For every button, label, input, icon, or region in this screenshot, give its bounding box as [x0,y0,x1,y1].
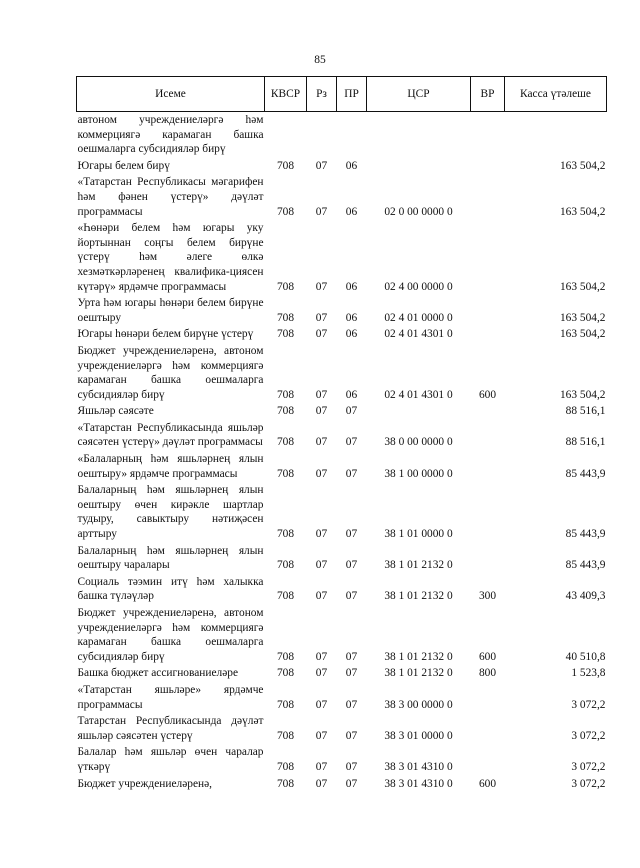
cell-csr: 38 3 01 0000 0 [384,729,453,742]
cell-kvsr: 708 [276,280,295,293]
cell-pr: 06 [345,280,358,293]
cell-name: Югары һөнәри белем бирүне үстерү [77,328,254,341]
cell-name: Балаларның һәм яшьләрнең ялын оештыру чаралары [77,544,264,572]
cell-pr: 07 [345,650,358,663]
page-number: 85 [314,54,326,66]
cell-kvsr: 708 [276,528,295,541]
header-csr: ЦСР [367,77,471,112]
table-row [77,174,607,220]
cell-kvsr: 708 [276,760,295,773]
header-pr: ПР [337,77,367,112]
table-row [77,220,607,295]
cell-rz: 07 [315,405,328,418]
cell-pr: 06 [345,328,358,341]
cell-amount: 3 072,2 [571,698,606,711]
table-row [77,744,607,775]
cell-pr: 06 [345,311,358,324]
cell-amount: 163 504,2 [559,388,606,401]
cell-csr: 02 4 01 4301 0 [384,388,453,401]
cell-pr: 07 [345,467,358,480]
cell-kvsr: 708 [276,698,295,711]
table-row [77,112,607,158]
cell-rz: 07 [315,650,328,663]
cell-pr: 07 [345,760,358,773]
table-row [77,776,607,793]
cell-csr: 02 0 00 0000 0 [384,205,453,218]
cell-kvsr: 708 [276,436,295,449]
cell-vr [471,744,505,775]
table-row [77,682,607,713]
cell-csr: 38 1 01 2132 0 [384,650,453,663]
cell-csr [367,112,471,158]
table-row [77,451,607,482]
budget-table [76,76,607,792]
cell-amount: 3 072,2 [571,729,606,742]
cell-amount: 43 409,3 [565,590,606,603]
cell-vr [471,713,505,744]
cell-rz: 07 [315,436,328,449]
header-kassa: Касса үтәлеше [505,77,607,112]
cell-name: автоном учреждениеләргә һәм коммерциягә карамаган башка оешмаларга субсидияләр бирү [77,114,264,156]
cell-vr: 600 [478,777,497,790]
table-row [77,420,607,451]
cell-rz: 07 [315,729,328,742]
cell-kvsr: 708 [276,405,295,418]
cell-vr [471,326,505,343]
cell-rz: 07 [315,280,328,293]
cell-csr [367,403,471,420]
cell-pr: 07 [345,590,358,603]
cell-rz: 07 [315,559,328,572]
header-rz: Рз [307,77,337,112]
cell-pr: 06 [345,388,358,401]
cell-vr [471,451,505,482]
cell-vr [471,112,505,158]
cell-vr [471,682,505,713]
table-row [77,158,607,175]
cell-csr: 02 4 00 0000 0 [384,280,453,293]
cell-name: «Татарстан яшьләре» ярдәмче программасы [77,683,264,711]
table-row [77,343,607,403]
cell-kvsr: 708 [276,159,295,172]
table-row [77,403,607,420]
cell-amount: 85 443,9 [565,559,606,572]
cell-pr: 07 [345,559,358,572]
cell-name: Социаль тәэмин итү һәм халыкка башка түләүләр [77,575,264,603]
table-body [77,112,607,793]
cell-amount: 3 072,2 [571,760,606,773]
cell-amount: 1 523,8 [571,667,606,680]
cell-csr: 38 1 01 2132 0 [384,590,453,603]
cell-rz: 07 [315,388,328,401]
cell-vr [471,543,505,574]
header-vr: ВР [471,77,505,112]
table-row [77,543,607,574]
header-kvsr: КВСР [265,77,307,112]
cell-csr: 38 3 01 4310 0 [384,777,453,790]
cell-pr [337,112,367,158]
cell-vr [471,403,505,420]
cell-vr: 600 [478,650,497,663]
table-row [77,713,607,744]
cell-name: Татарстан Республикасында дәүләт яшьләр сәясәтен үстерү [77,715,264,742]
cell-pr: 07 [345,405,358,418]
cell-amount: 85 443,9 [565,528,606,541]
cell-vr [471,420,505,451]
cell-amount [505,112,607,158]
cell-rz: 07 [315,467,328,480]
cell-kvsr: 708 [276,559,295,572]
cell-rz: 07 [315,760,328,773]
cell-csr: 38 1 00 0000 0 [384,467,453,480]
cell-name: «Балаларның һәм яшьләрнең ялын оештыру» ярдәмче программасы [77,453,264,480]
cell-name: Балалар һәм яшьләр өчен чаралар үткәрү [77,746,264,773]
cell-amount: 40 510,8 [565,650,606,663]
cell-pr: 07 [345,436,358,449]
cell-pr: 06 [345,159,358,172]
table-row [77,295,607,326]
cell-kvsr: 708 [276,467,295,480]
cell-name: «Татарстан Республикасы мәгарифен һәм фәнен үстерү» дәүләт программасы [77,176,264,218]
cell-csr: 38 3 00 0000 0 [384,698,453,711]
cell-amount: 88 516,1 [565,405,606,418]
cell-amount: 85 443,9 [565,467,606,480]
cell-amount: 3 072,2 [571,777,606,790]
cell-vr: 300 [478,590,497,603]
cell-csr: 38 3 01 4310 0 [384,760,453,773]
cell-vr [471,482,505,542]
cell-kvsr: 708 [276,388,295,401]
cell-name: Югары белем бирү [77,159,170,172]
cell-amount: 88 516,1 [565,436,606,449]
cell-csr: 38 1 01 0000 0 [384,528,453,541]
cell-csr: 38 1 01 2132 0 [384,667,453,680]
cell-vr [471,220,505,295]
table-row [77,326,607,343]
cell-rz: 07 [315,777,328,790]
cell-pr: 06 [345,205,358,218]
cell-name: «Татарстан Республикасында яшьләр сәясәтен үстерү» дәүләт программасы [77,421,264,449]
cell-csr: 38 0 00 0000 0 [384,436,453,449]
cell-amount: 163 504,2 [559,328,606,341]
cell-pr: 07 [345,698,358,711]
cell-pr: 07 [345,777,358,790]
table-row [77,574,607,605]
cell-kvsr: 708 [276,590,295,603]
cell-rz: 07 [315,698,328,711]
cell-kvsr: 708 [276,729,295,742]
cell-kvsr: 708 [276,311,295,324]
cell-rz [307,112,337,158]
cell-amount: 163 504,2 [559,159,606,172]
cell-rz: 07 [315,311,328,324]
cell-amount: 163 504,2 [559,311,606,324]
cell-kvsr: 708 [276,777,295,790]
cell-name: Бюджет учреждениеләренә, [77,777,213,790]
cell-pr: 07 [345,528,358,541]
cell-name: «Һөнәри белем һәм югары уку йортыннан соңгы белем бирүне үстерү һәм әлеге өлкә хезмәткәрләренең квалифика-циясен күтәрү» ярдәмче программасы [77,222,264,293]
cell-name: Бюджет учреждениеләренә, автоном учреждениеләргә һәм коммерциягә карамаган башка оешмаларга субсидияләр бирү [77,344,264,401]
cell-csr [367,158,471,175]
cell-name: Яшьләр сәясәте [77,405,154,418]
cell-rz: 07 [315,528,328,541]
cell-csr: 38 1 01 2132 0 [384,559,453,572]
cell-rz: 07 [315,205,328,218]
cell-kvsr: 708 [276,205,295,218]
cell-pr: 07 [345,729,358,742]
cell-name: Балаларның һәм яшьләрнең ялын оештыру өчен кирәкле шартлар тудыру, савыктыру нәтиҗәсен арттыру [77,484,264,541]
cell-vr [471,295,505,326]
cell-kvsr: 708 [276,650,295,663]
table-row [77,605,607,665]
table-header-row [77,77,607,112]
cell-name: Бюджет учреждениеләренә, автоном учреждениеләргә һәм коммерциягә карамаган башка оешмаларга субсидияләр бирү [77,607,264,663]
table-row [77,482,607,542]
cell-amount: 163 504,2 [559,205,606,218]
cell-kvsr: 708 [276,667,295,680]
cell-name: Башка бюджет ассигнованиеләре [77,667,239,680]
cell-rz: 07 [315,159,328,172]
cell-csr: 02 4 01 4301 0 [384,328,453,341]
cell-kvsr [265,112,307,158]
header-name: Исеме [77,77,265,112]
cell-vr: 800 [478,667,497,680]
cell-rz: 07 [315,667,328,680]
cell-csr: 02 4 01 0000 0 [384,311,453,324]
cell-rz: 07 [315,328,328,341]
cell-vr: 600 [478,388,497,401]
cell-name: Урта һәм югары һөнәри белем бирүне оештыру [77,297,264,324]
table-row [77,665,607,682]
cell-vr [471,174,505,220]
cell-amount: 163 504,2 [559,280,606,293]
cell-kvsr: 708 [276,328,295,341]
cell-pr: 07 [345,667,358,680]
cell-rz: 07 [315,590,328,603]
cell-vr [471,158,505,175]
